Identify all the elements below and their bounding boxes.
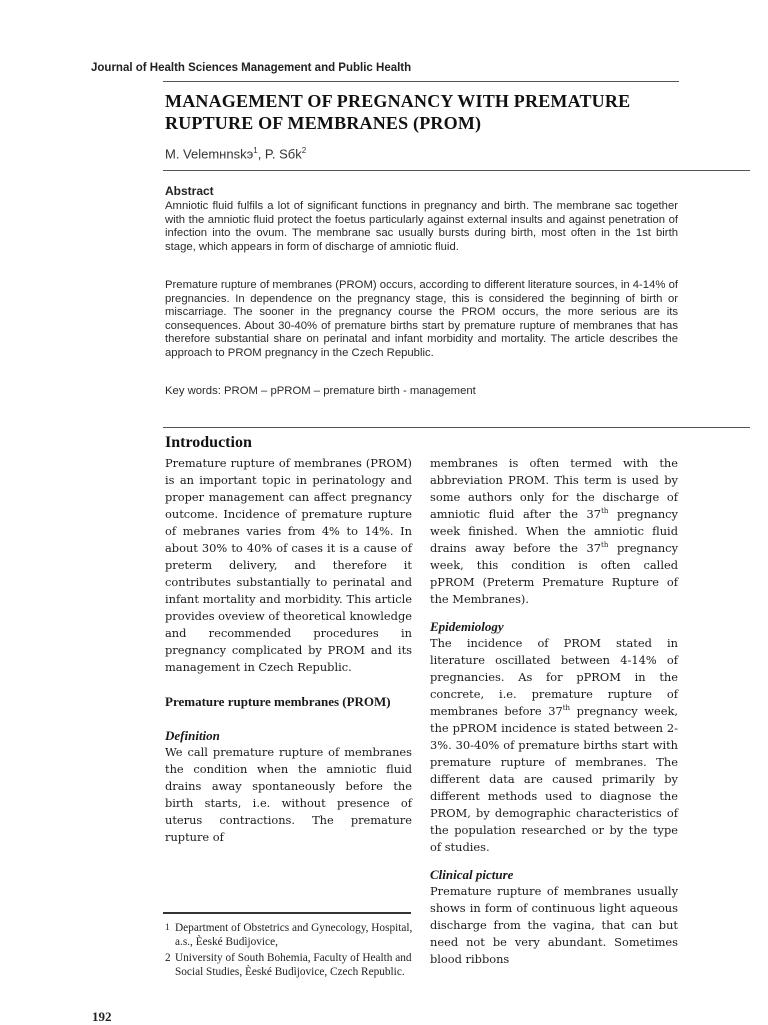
body-column-right	[430, 455, 678, 968]
footnote-2	[165, 951, 415, 979]
article-title	[165, 90, 655, 134]
text-run: membranes is often termed with the abbreviation PROM. This term is used by some authors only for the discharge of amniotic fluid after the 37	[430, 456, 678, 521]
footnote-text: Department of Obstetrics and Gynecology, Hospital, a.s., Èeské Budìjovice,	[175, 922, 413, 948]
introduction-heading: Introduction	[165, 434, 252, 451]
abstract-heading: Abstract	[165, 184, 214, 198]
author-1: M. Velemнnskэ	[165, 146, 254, 162]
header-rule	[163, 81, 679, 82]
author-2-affiliation: 2	[301, 146, 307, 155]
title-line-2: RUPTURE OF MEMBRANES (PROM)	[165, 113, 482, 133]
keywords: Key words: PROM – pPROM – premature birth - management	[165, 385, 476, 397]
section-rule	[163, 427, 750, 428]
title-line-1: MANAGEMENT OF PREGNANCY WITH PREMATURE	[165, 91, 631, 111]
section-heading-prom: Premature rupture membranes (PROM)	[165, 694, 391, 709]
abstract-paragraph-2: Premature rupture of membranes (PROM) occurs, according to different literature sources, in 4-14% of pregnancies. In dependence on the pregnancy stage, this is considered the beginning of birth or miscarriage. The sooner in the pregnancy course the PROM occurs, the more serious are its consequences. About 30-40% of premature births start by premature rupture of membranes that has therefore substantial share on perinatal and infant morbidity and mortality. The article describes the approach to PROM pregnancy in the Czech Republic.	[165, 279, 678, 359]
footnote-mark: 1	[165, 923, 170, 933]
introduction-text: Premature rupture of membranes (PROM) is an important topic in perinatology and proper management can affect pregnancy outcome. Incidence of premature rupture of mebranes varies from 4% to 14%. In about 30% to 40% of cases it is a cause of preterm delivery, and therefore it contributes substantially to perinatal and infant mortality and morbidity. This article provides oveview of theoretical knowledge and recommended procedures in pregnancy complicated by PROM and its management in Czech Republic.	[165, 456, 412, 674]
epidemiology-text	[430, 635, 678, 856]
authors	[165, 146, 306, 161]
abstract-paragraph-1: Amniotic fluid fulfils a lot of significant functions in pregnancy and birth. The membrane sac together with the amniotic fluid protect the foetus particularly against external insults and against penetration of infection into the ovum. The membrane sac usually bursts during birth, most often in the 1st birth stage, which appears in form of discharge of amniotic fluid.	[165, 200, 678, 253]
text-run: pregnancy week, this condition is often called pPROM (Preterm Premature Rupture of the Membranes).	[430, 541, 679, 606]
clinical-picture-heading: Clinical picture	[430, 867, 514, 882]
superscript: th	[601, 507, 609, 516]
author-2: P. Sбk	[264, 146, 302, 162]
text-run: pregnancy week finished. When the amniotic fluid drains away before the 37	[430, 507, 678, 555]
text-run: The incidence of PROM stated in literature oscillated between 4-14% of pregnancies. As for pPROM in the concrete, i.e. premature rupture of membranes before 37	[430, 636, 678, 718]
footnote-rule	[163, 912, 411, 914]
superscript: th	[601, 541, 609, 550]
author-separator: ,	[257, 146, 265, 162]
definition-heading: Definition	[165, 728, 220, 743]
footnote-text: University of South Bohemia, Faculty of Health and Social Studies, Èeské Budìjovice, Czech Republic.	[175, 952, 412, 978]
superscript: th	[562, 704, 571, 713]
definition-continued	[430, 455, 678, 608]
clinical-picture-text: Premature rupture of membranes usually shows in form of continuous light aqueous discharge from the vagina, that can but need not be very abundant. Sometimes blood ribbons	[430, 884, 678, 966]
epidemiology-heading: Epidemiology	[430, 619, 504, 634]
author-1-affiliation: 1	[253, 146, 258, 155]
body-column-left	[165, 455, 412, 846]
page-number: 192	[92, 1009, 112, 1024]
footnote-1	[165, 921, 415, 949]
text-run: pregnancy week, the pPROM incidence is stated between 2-3%. 30-40% of premature births start with premature rupture of membranes. The different data are caused primarily by different methods used to diagnose the PROM, by demographic characteristics of the population researched or by the type of studies.	[430, 704, 679, 854]
footnote-mark: 2	[165, 952, 171, 964]
definition-text: We call premature rupture of membranes the condition when the amniotic fluid drains away spontaneously before the birth starts, i.e. without presence of uterus contractions. The premature rupture of	[165, 745, 412, 844]
journal-name: Journal of Health Sciences Management and Public Health	[91, 62, 412, 74]
authors-rule	[163, 170, 750, 171]
